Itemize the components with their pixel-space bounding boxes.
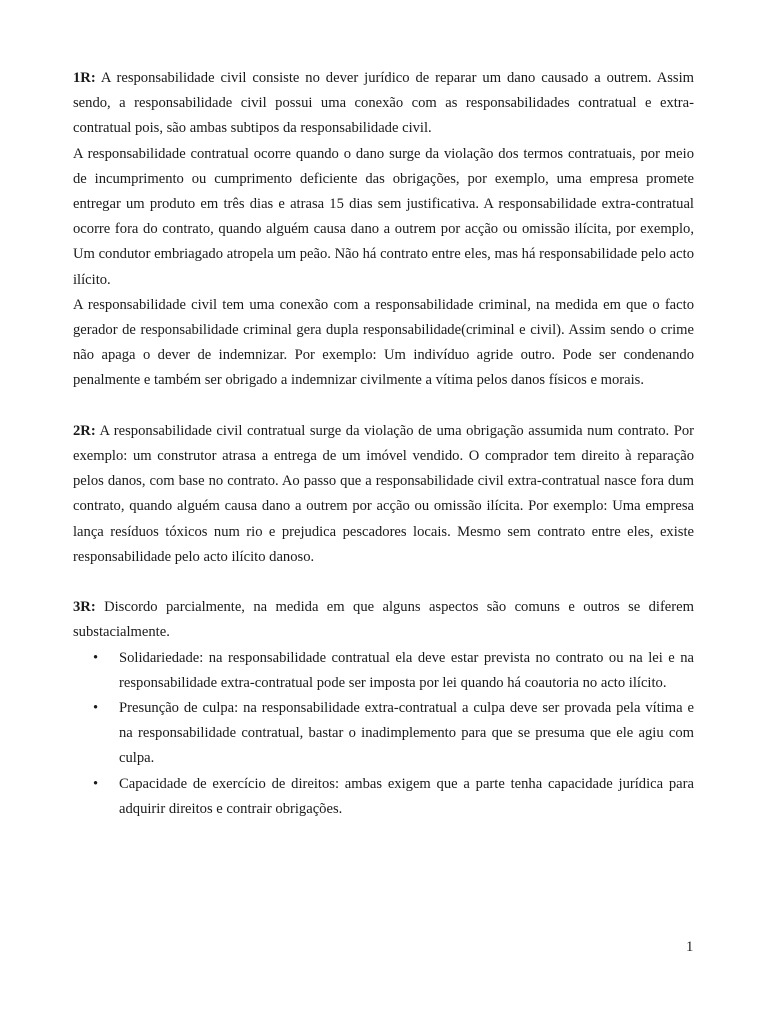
bullet-icon: • — [93, 649, 99, 666]
bullet-item-capacidade — [73, 772, 694, 822]
answer-2-paragraph-1 — [73, 419, 694, 570]
bullet-icon: • — [93, 700, 99, 717]
answer-1-label: 1R: — [73, 70, 96, 86]
bullet-icon: • — [93, 775, 99, 792]
answer-1-paragraph-3: A responsabilidade civil tem uma conexão com a responsabilidade criminal, na medida em que o facto gerador de responsabilidade criminal gera dupla responsabilidade(criminal e civil). Assim sendo o crime não apaga o dever de indemnizar. Por exemplo: Um indivíduo agride outro. Pode ser condenando penalmente e também ser obrigado a indemnizar civilmente a vítima pelos danos físicos e morais. — [73, 296, 694, 389]
answer-1-paragraph-2: A responsabilidade contratual ocorre quando o dano surge da violação dos termos contratuais, por meio de incumprimento ou cumprimento deficiente das obrigações, por exemplo, uma empresa promete entregar um produto em três dias e atrasa 15 dias sem justificativa. A responsabilidade extra-contratual ocorre fora do contrato, quando alguém causa dano a outrem por acção ou omissão ilícita, por exemplo, Um condutor embriagado atropela um peão. Não há contrato entre eles, mas há responsabilidade pelo acto ilícito. — [73, 145, 694, 288]
paragraph-spacer — [73, 570, 694, 595]
bullet-item-presuncao-de-culpa — [73, 696, 694, 772]
bullet-item-solidariedade — [73, 646, 694, 696]
answer-1-paragraph-1 — [73, 66, 694, 142]
answer-3-bullet-list — [73, 646, 694, 822]
paragraph-spacer — [73, 394, 694, 419]
answer-2-label: 2R: — [73, 422, 96, 439]
answer-2-text-1: A responsabilidade civil contratual surge da violação de uma obrigação assumida num contrato. Por exemplo: um construtor atrasa a entrega de um imóvel vendido. O comprador tem direito à reparação pelos danos, com base no contrato. Ao passo que a responsabilidade civil extra-contratual nasce fora dum contrato, quando alguém causa dano a outrem por acção ou omissão ilícita. Por exemplo: Uma empresa lança resíduos tóxicos num rio e prejudica pescadores locais. Mesmo sem contrato entre eles, existe responsabilidade pelo acto ilícito danoso. — [73, 422, 695, 565]
bullet-item-text: Solidariedade: na responsabilidade contratual ela deve estar prevista no contrato ou na lei e na responsabilidade extra-contratual pode ser imposta por lei quando há coautoria no acto ilícito. — [119, 649, 694, 691]
answer-3-paragraph-1 — [73, 595, 694, 645]
answer-3-label: 3R: — [73, 599, 96, 616]
answer-3-text-1: Discordo parcialmente, na medida em que alguns aspectos são comuns e outros se diferem substacialmente. — [73, 599, 694, 641]
page-number: 1 — [686, 939, 694, 955]
bullet-item-text: Presunção de culpa: na responsabilidade extra-contratual a culpa deve ser provada pela vítima e na responsabilidade contratual, bastar o inadimplemento para que se presuma que ele agiu com culpa. — [119, 700, 694, 767]
answer-1-text-1: A responsabilidade civil consiste no dever jurídico de reparar um dano causado a outrem. Assim sendo, a responsabilidade civil possui uma conexão com as responsabilidades contratual e extra-contratual pois, são ambas subtipos da responsabilidade civil. — [73, 70, 695, 137]
document-body — [73, 66, 694, 822]
bullet-item-text: Capacidade de exercício de direitos: ambas exigem que a parte tenha capacidade jurídica para adquirir direitos e contrair obrigações. — [119, 775, 694, 817]
